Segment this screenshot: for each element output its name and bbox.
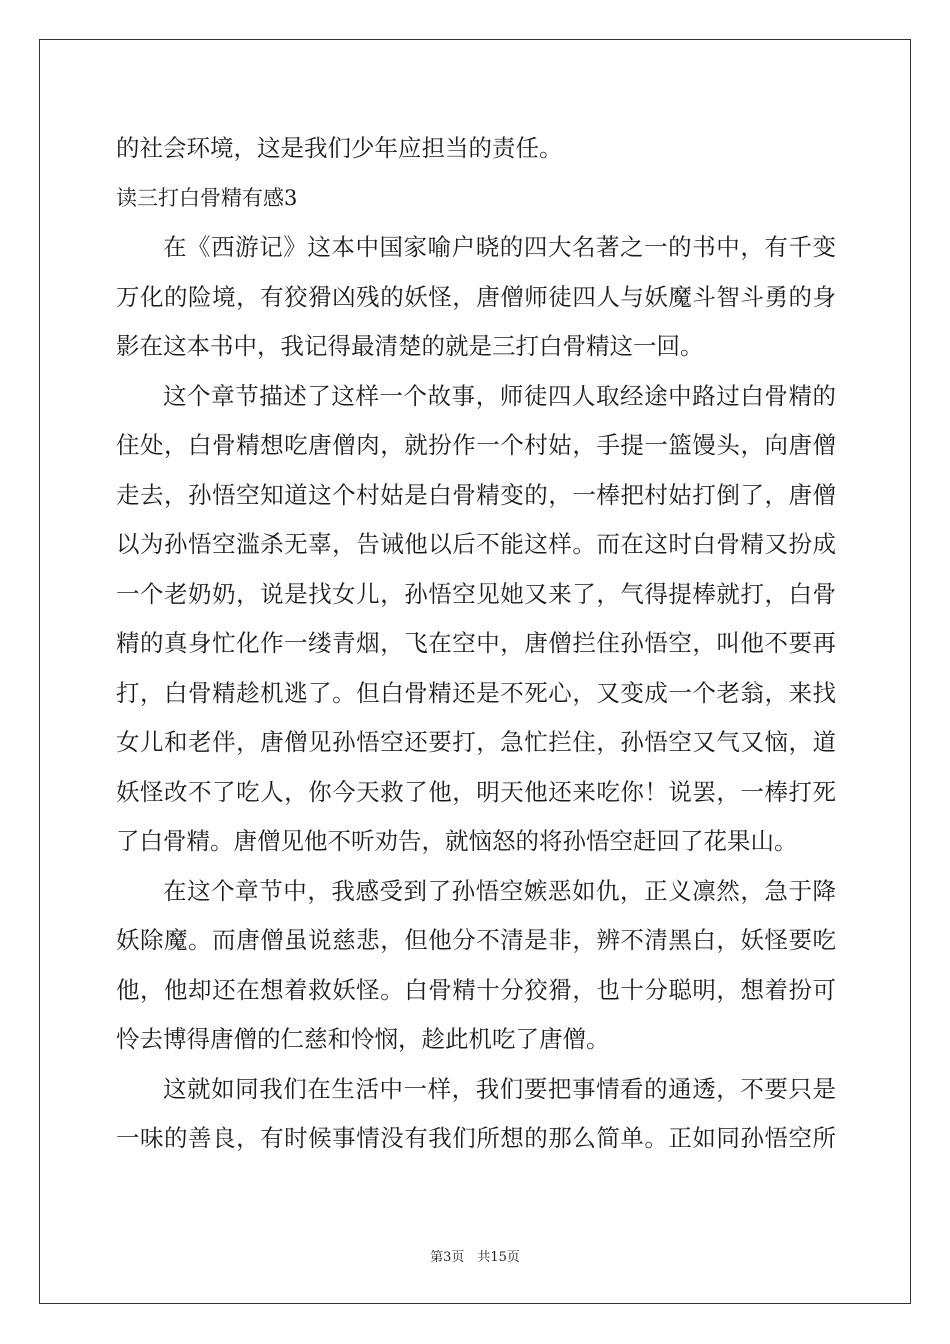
paragraph-line: 妖除魔。而唐僧虽说慈悲，但他分不清是非，辨不清黑白，妖怪要吃 bbox=[116, 926, 836, 954]
paragraph-line: 打，白骨精趁机逃了。但白骨精还是不死心，又变成一个老翁，来找 bbox=[116, 678, 836, 707]
paragraph-line: 妖怪改不了吃人，你今天救了他，明天他还来吃你！说罢，一棒打死 bbox=[116, 777, 836, 806]
paragraph-line: 在这个章节中，我感受到了孙悟空嫉恶如仇，正义凛然，急于降 bbox=[163, 876, 836, 905]
paragraph-line: 这个章节描述了这样一个故事，师徒四人取经途中路过白骨精的 bbox=[163, 381, 836, 410]
paragraph-line: 一味的善良，有时候事情没有我们所想的那么简单。正如同孙悟空所 bbox=[116, 1124, 836, 1152]
paragraph-line: 以为孙悟空滥杀无辜，告诫他以后不能这样。而在这时白骨精又扮成 bbox=[116, 530, 836, 558]
paragraph-line: 一个老奶奶，说是找女儿，孙悟空见她又来了，气得提棒就打，白骨 bbox=[116, 579, 836, 608]
paragraph-line: 影在这本书中，我记得最清楚的就是三打白骨精这一回。 bbox=[116, 332, 704, 360]
paragraph-line: 了白骨精。唐僧见他不听劝告，就恼怒的将孙悟空赶回了花果山。 bbox=[116, 827, 798, 855]
paragraph-line: 这就如同我们在生活中一样，我们要把事情看的通透，不要只是 bbox=[163, 1074, 836, 1103]
paragraph-line: 住处，白骨精想吃唐僧肉，就扮作一个村姑，手提一篮馒头，向唐僧 bbox=[116, 431, 836, 459]
paragraph-line: 在《西游记》这本中国家喻户晓的四大名著之一的书中，有千变 bbox=[163, 233, 836, 261]
paragraph-line: 他，他却还在想着救妖怪。白骨精十分狡猾，也十分聪明，想着扮可 bbox=[116, 975, 836, 1004]
paragraph-line: 精的真身忙化作一缕青烟，飞在空中，唐僧拦住孙悟空，叫他不要再 bbox=[116, 629, 836, 657]
paragraph-line: 怜去博得唐僧的仁慈和怜悯，趁此机吃了唐僧。 bbox=[116, 1025, 610, 1053]
paragraph-line: 万化的险境，有狡猾凶残的妖怪，唐僧师徒四人与妖魔斗智斗勇的身 bbox=[116, 282, 836, 311]
section-heading: 读三打白骨精有感3 bbox=[116, 185, 298, 210]
paragraph-line: 女儿和老伴，唐僧见孙悟空还要打，急忙拦住，孙悟空又气又恼，道 bbox=[116, 728, 836, 756]
page-number-footer: 第3页 共15页 bbox=[430, 1250, 520, 1265]
document-body bbox=[116, 124, 836, 1164]
paragraph-line: 走去，孙悟空知道这个村姑是白骨精变的，一棒把村姑打倒了，唐僧 bbox=[116, 480, 836, 509]
paragraph-line: 的社会环境，这是我们少年应担当的责任。 bbox=[116, 134, 563, 162]
